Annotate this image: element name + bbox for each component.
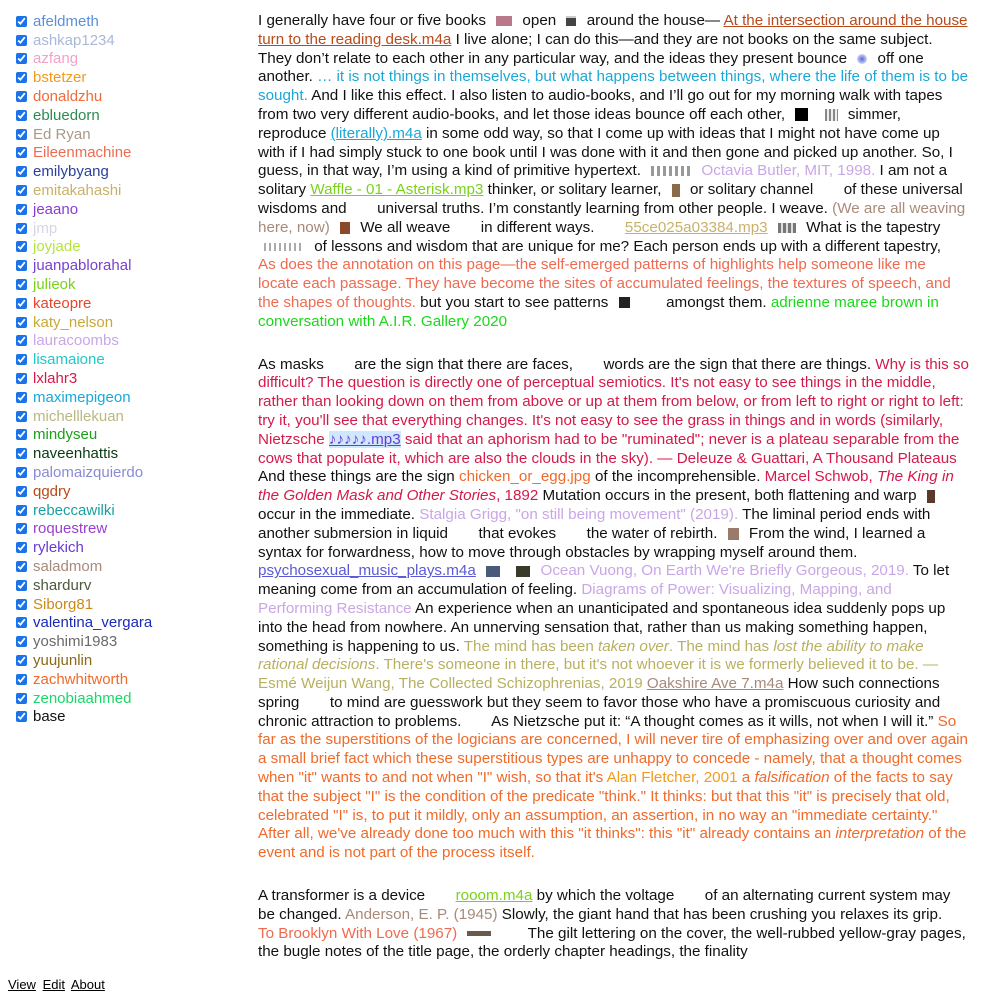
text-span: off one another. [258,49,924,86]
citation-annotation: Stalgia Grigg, "on still being movement" (2019). [419,505,739,523]
text-span: around the house— [586,12,721,29]
citation-annotation: adrienne maree brown in conversation with A.I.R. Gallery 2020 [258,293,939,330]
landscape-image-icon[interactable] [516,566,530,577]
photo-image-icon[interactable] [728,528,739,540]
user-checkbox[interactable] [16,354,27,365]
user-name-label: ashkap1234 [33,31,115,49]
figure-image-icon[interactable] [927,490,935,503]
user-checkbox[interactable] [16,298,27,309]
user-name-label: jeaano [33,200,79,218]
user-checkbox[interactable] [16,467,27,478]
citation-annotation: Alan Fletcher, 2001 [606,769,738,787]
text-span: but you start to see patterns [420,293,609,311]
landscape-image-icon[interactable] [486,566,500,577]
user-filter-17[interactable] [14,332,214,351]
user-name-label: Ed Ryan [33,125,91,143]
user-name-label: qgdry [33,482,71,500]
user-name-label: zenobiaahmed [33,689,132,707]
user-name-label: naveenhattis [33,445,119,463]
user-name-label: lisamaione [33,351,105,369]
user-filter-20[interactable] [14,388,214,407]
quote-annotation: Why is this so difficult? The question is directly one of perceptual semiotics. It's not easy to see things in the middle, rather than looking down on them from above or up at them from below, or from left to right or right to left: try it, you'll see that everything changes. It's not easy to see the grass in things and in words (similarly, Nietzsche [258,355,969,448]
text-span: of an alternating current system may be changed. [258,887,951,923]
user-filter-10[interactable] [14,200,214,219]
text-span: From the wind, I learned a syntax for forwardness, how to move through obstacles by wrapping myself around them. [258,524,926,561]
user-checkbox[interactable] [16,223,27,234]
user-filter-list [14,12,214,726]
audio-file-link[interactable]: Oakshire Ave 7.m4a [646,675,784,693]
text-span: to mind are guesswork but they seem to favor those who have a promiscuous curiosity and chronic attraction to problems. [258,693,941,730]
text-span: thinker, or solitary learner, [487,181,662,199]
quote-annotation: (We are all weaving here, now) [258,199,966,236]
black-square-icon[interactable] [795,108,808,121]
dark-image-icon[interactable] [619,297,630,308]
text-span: words are the sign that there are things. [603,355,872,373]
user-checkbox[interactable] [16,91,27,102]
user-checkbox[interactable] [16,486,27,497]
annotated-text [258,12,970,1000]
user-filter-29[interactable] [14,557,214,576]
image-file-link[interactable]: chicken_or_egg.jpg [458,468,591,486]
quote-annotation: So far as the superstitions of the logicians are concerned, I will never tire of emphasizing over and over again a small brief fact which these superstitious types are unhappy to concede - namely, that a thought comes when "it" wants to and not when "I" wish, so that it's [258,712,968,787]
user-filter-31[interactable] [14,595,214,614]
user-checkbox[interactable] [16,204,27,215]
user-filter-37[interactable] [14,707,214,726]
text-span: or solitary channel [689,181,814,199]
user-checkbox[interactable] [16,373,27,384]
paragraph-1 [258,12,970,332]
audio-file-link[interactable]: At the intersection around the house turn to the reading desk.m4a [258,12,968,48]
user-name-label: maximepigeon [33,388,131,406]
user-checkbox[interactable] [16,636,27,647]
user-checkbox[interactable] [16,655,27,666]
user-checkbox[interactable] [16,166,27,177]
user-checkbox[interactable] [16,185,27,196]
user-filter-3[interactable] [14,68,214,87]
text-span: The gilt lettering on the cover, the well-rubbed yellow-gray pages, the bugle notes of the title page, the orderly chapter headings, the finality [258,924,966,961]
edit-link[interactable]: Edit [42,977,65,992]
audio-file-link[interactable]: ♪♪♪♪♪.mp3 [328,430,401,448]
user-name-label: michelllekuan [33,407,124,425]
text-span: As masks [258,355,324,373]
dot-image-icon[interactable] [857,54,867,64]
user-filter-28[interactable] [14,538,214,557]
text-span: The liminal period ends with another submersion in liquid [258,505,931,542]
user-filter-25[interactable] [14,482,214,501]
text-span: amongst them. [666,293,767,311]
quote-annotation: The mind has been taken over. The mind has lost the ability to make rational decisions. There's someone in there, but it's not whoever it is we formerly believed it to be. — Esmé Weijun Wang, The Collected Schizophrenias, 2019 [258,637,939,693]
user-filter-34[interactable] [14,651,214,670]
user-checkbox[interactable] [16,599,27,610]
user-filter-13[interactable] [14,256,214,275]
audio-file-link[interactable]: 55ce025a03384.mp3 [624,218,768,236]
user-filter-27[interactable] [14,520,214,539]
user-filter-0[interactable] [14,12,214,31]
user-checkbox[interactable] [16,279,27,290]
text-span: A transformer is a device [258,887,426,905]
quote-annotation: As does the annotation on this page—the self-emerged patterns of highlights help someone like me locate each passage. They have become the sites of accumulated feelings, the textures of speech, and the shapes of thoughts. [258,256,951,311]
user-checkbox[interactable] [16,53,27,64]
text-span: of the incomprehensible. [594,468,761,486]
user-name-label: emitakahashi [33,182,122,200]
text-span: And I like this effect. I also listen to audio-books, and I’ll go out for my morning walk with tapes from two very different audio-books, and let those ideas bounce off each other, [258,87,943,123]
user-checkbox[interactable] [16,580,27,591]
user-name-label: julieok [33,276,76,294]
text-span: An experience when an unanticipated and spontaneous idea suddenly pops up into the head from nowhere. An unnerving sensation that, rather than us making something happen, something is happening to us. [258,599,946,655]
text-span: simmer, reproduce [258,105,901,142]
user-checkbox[interactable] [16,16,27,27]
user-filter-9[interactable] [14,181,214,200]
user-checkbox[interactable] [16,429,27,440]
user-filter-2[interactable] [14,50,214,69]
user-name-label: valentina_vergara [33,614,153,632]
user-filter-11[interactable] [14,219,214,238]
user-filter-18[interactable] [14,350,214,369]
user-checkbox[interactable] [16,505,27,516]
small-image-icon[interactable] [566,16,576,26]
text-span: universal truths. I’m constantly learning from other people. I weave. [377,199,828,217]
figure-image-icon[interactable] [672,184,680,197]
text-span: What is the tapestry [806,218,941,236]
text-span: by which the voltage [536,887,675,905]
user-checkbox[interactable] [16,674,27,685]
user-checkbox[interactable] [16,561,27,572]
user-checkbox[interactable] [16,523,27,534]
user-checkbox[interactable] [16,693,27,704]
user-checkbox[interactable] [16,542,27,553]
user-name-label: rylekich [33,539,84,557]
user-name-label: roquestrew [33,520,108,538]
user-filter-21[interactable] [14,407,214,426]
user-filter-22[interactable] [14,426,214,445]
user-filter-14[interactable] [14,275,214,294]
user-name-label: lxlahr3 [33,370,78,388]
user-name-label: afeldmeth [33,12,99,30]
text-span: I am not a solitary [258,162,948,199]
user-name-label: shardurv [33,576,92,594]
user-filter-8[interactable] [14,162,214,181]
user-filter-12[interactable] [14,238,214,257]
citation-annotation: Anderson, E. P. (1945) [345,905,498,923]
user-name-label: emilybyang [33,163,109,181]
user-checkbox[interactable] [16,411,27,422]
footer-nav [8,977,108,992]
user-name-label: yoshimi1983 [33,633,118,651]
user-filter-1[interactable] [14,31,214,50]
user-checkbox[interactable] [16,617,27,628]
text-span: of lessons and wisdom that are unique for me? Each person ends up with a different tapestry, [314,237,941,255]
user-name-label: kateopre [33,294,92,312]
grid-image-icon[interactable] [778,223,796,233]
citation-annotation: Octavia Butler, MIT, 1998. [701,162,876,180]
user-checkbox[interactable] [16,448,27,459]
photo-image-icon[interactable] [467,931,491,936]
audio-file-link[interactable]: psychosexual_music_plays.m4a [258,562,476,580]
text-span: I generally have four or five books [258,12,486,29]
user-name-label: joyjade [33,238,81,256]
user-name-label: katy_nelson [33,313,114,331]
user-name-label: lauracoombs [33,332,119,350]
audio-file-link[interactable]: (literally).m4a [330,124,422,142]
user-checkbox[interactable] [16,260,27,271]
user-checkbox[interactable] [16,147,27,158]
text-span: that evokes [478,524,557,542]
text-span: of these universal wisdoms and [258,181,963,217]
user-filter-35[interactable] [14,670,214,689]
paragraph-3 [258,887,970,962]
pattern-image-icon[interactable] [651,166,691,176]
book-image-icon[interactable] [340,222,350,234]
user-name-label: juanpablorahal [33,257,132,275]
citation-annotation: Ocean Vuong, On Earth We're Briefly Gorgeous, 2019. [540,562,909,580]
user-checkbox[interactable] [16,335,27,346]
user-name-label: base [33,708,66,726]
user-checkbox[interactable] [16,241,27,252]
text-span: the water of rebirth. [586,524,718,542]
user-checkbox[interactable] [16,711,27,722]
user-filter-15[interactable] [14,294,214,313]
user-filter-26[interactable] [14,501,214,520]
text-span: How such connections spring [258,675,940,711]
text-span: Slowly, the giant hand that has been crushing you relaxes its grip. [501,905,943,923]
user-filter-30[interactable] [14,576,214,595]
user-checkbox[interactable] [16,317,27,328]
paragraph-2 [258,356,970,864]
view-link[interactable]: View [8,977,36,992]
book-thumbnail-icon[interactable] [496,16,512,26]
user-name-label: donaldzhu [33,88,103,106]
citation-annotation: Marcel Schwob, The King in the Golden Mask and Other Stories, 1892 [258,468,954,505]
user-filter-19[interactable] [14,369,214,388]
user-filter-4[interactable] [14,87,214,106]
user-filter-32[interactable] [14,614,214,633]
pattern-image-icon[interactable] [264,243,304,251]
text-span: And these things are the sign [258,468,455,486]
user-checkbox[interactable] [16,392,27,403]
user-name-label: bstetzer [33,69,87,87]
user-name-label: zachwhitworth [33,670,129,688]
user-name-label: ebluedorn [33,106,100,124]
user-name-label: yuujunlin [33,651,93,669]
text-span: I live alone; I can do this—and they are not books on the same subject. They don’t relate to each other in any particular way, and the ideas they present bounce [258,30,933,67]
user-name-label: Siborg81 [33,595,94,613]
text-span: Mutation occurs in the present, both flattening and warp [542,487,917,505]
citation-annotation: Diagrams of Power: Visualizing, Mapping, and Performing Resistance [258,581,892,617]
citation-annotation: To Brooklyn With Love (1967) [258,924,458,942]
text-span: open [522,12,557,29]
quote-annotation: a falsification of the facts to say that the subject "I" is the condition of the predicate "think." It thinks: but that this "it" is precisely that old, celebrated "I" is, to put it mildly, only an assumption, an assertion, in no way an "immediate certainty." After all, we've already done too much with this "it thinks": this "it" already contains an interpretation of the event and is not part of the process itself. [258,769,967,862]
text-span: occur in the immediate. [258,505,416,523]
text-span: As Nietzsche put it: “A thought comes as it wills, not when I will it.” [491,712,934,730]
user-name-label: jmp [33,219,58,237]
audio-file-link[interactable]: Waffle - 01 - Asterisk.mp3 [310,181,484,199]
about-link[interactable]: About [70,977,105,992]
user-name-label: palomaizquierdo [33,464,144,482]
user-checkbox[interactable] [16,129,27,140]
text-span: in different ways. [480,218,595,236]
grid-image-icon[interactable] [825,109,838,121]
user-name-label: rebeccawilki [33,501,115,519]
user-checkbox[interactable] [16,35,27,46]
quote-annotation: said that an aphorism had to be "ruminated"; never is a plateau separable from the cows that populate it, which are also the clouds in the sky). — Deleuze & Guattari, A Thousand Plateaus [258,430,960,467]
user-name-label: mindyseu [33,426,98,444]
text-span: To let meaning come from an accumulation of feeling. [258,562,950,599]
quote-annotation: … it is not things in themselves, but what happens between things, where the life of them is to be sought. [258,68,969,105]
user-checkbox[interactable] [16,72,27,83]
user-filter-23[interactable] [14,444,214,463]
user-filter-7[interactable] [14,144,214,163]
user-name-label: azfang [33,50,79,68]
user-checkbox[interactable] [16,110,27,121]
user-filter-5[interactable] [14,106,214,125]
user-filter-6[interactable] [14,125,214,144]
text-span: in some odd way, so that I come up with ideas that I might not have come up with if I had simply stuck to one book until I was done with it and then gone and picked up another. So, I guess, in that way, I’m using a kind of primitive hypertext. [258,124,953,180]
text-span: We all weave [360,218,451,236]
user-name-label: Eileenmachine [33,144,132,162]
user-filter-36[interactable] [14,689,214,708]
user-filter-33[interactable] [14,632,214,651]
user-name-label: saladmom [33,558,103,575]
audio-file-link[interactable]: rooom.m4a [455,887,533,905]
user-filter-24[interactable] [14,463,214,482]
text-span: are the sign that there are faces, [354,355,573,373]
user-filter-16[interactable] [14,313,214,332]
